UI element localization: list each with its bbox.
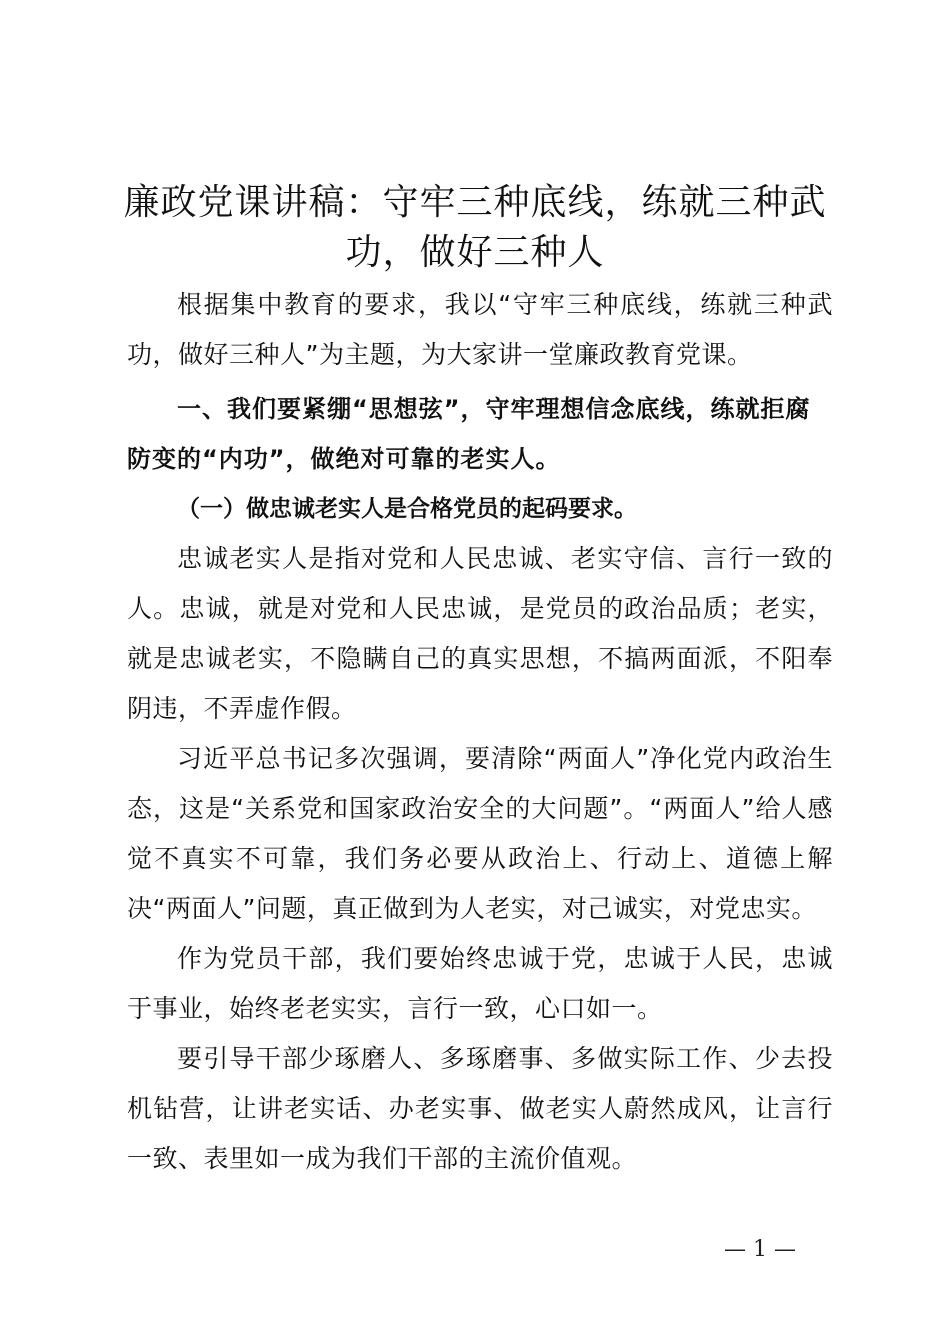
section-heading-1: 一、我们要紧绷“思想弦”，守牢理想信念底线，练就拒腐防变的“内功”，做绝对可靠的老实人。 (127, 395, 811, 473)
body-paragraph: 作为党员干部，我们要始终忠诚于党，忠诚于人民，忠诚于事业，始终老老实实，言行一致，心口如一。 (127, 944, 833, 1023)
intro-paragraph: 根据集中教育的要求，我以“守牢三种底线，练就三种武功，做好三种人”为主题，为大家讲一堂廉政教育党课。 (127, 290, 833, 369)
document-body (127, 280, 833, 1184)
document-title: 廉政党课讲稿：守牢三种底线，练就三种武功，做好三种人 (123, 182, 827, 273)
body-paragraph: 忠诚老实人是指对党和人民忠诚、老实守信、言行一致的人。忠诚，就是对党和人民忠诚，是党员的政治品质；老实，就是忠诚老实，不隐瞒自己的真实思想，不搞两面派，不阳奉阴违，不弄虚作假。 (127, 544, 833, 723)
subsection-heading-1: （一）做忠诚老实人是合格党员的起码要求。 (177, 496, 637, 522)
body-paragraph: 要引导干部少琢磨人、多琢磨事、多做实际工作、少去投机钻营，让讲老实话、办老实事、做老实人蔚然成风，让言行一致、表里如一成为我们干部的主流价值观。 (127, 1044, 833, 1173)
body-paragraph: 习近平总书记多次强调，要清除“两面人”净化党内政治生态，这是“关系党和国家政治安全的大问题”。“两面人”给人感觉不真实不可靠，我们务必要从政治上、行动上、道德上解决“两面人”问题，真正做到为人老实，对己诚实，对党忠实。 (127, 744, 833, 923)
page-number: — 1 — (724, 1237, 796, 1262)
